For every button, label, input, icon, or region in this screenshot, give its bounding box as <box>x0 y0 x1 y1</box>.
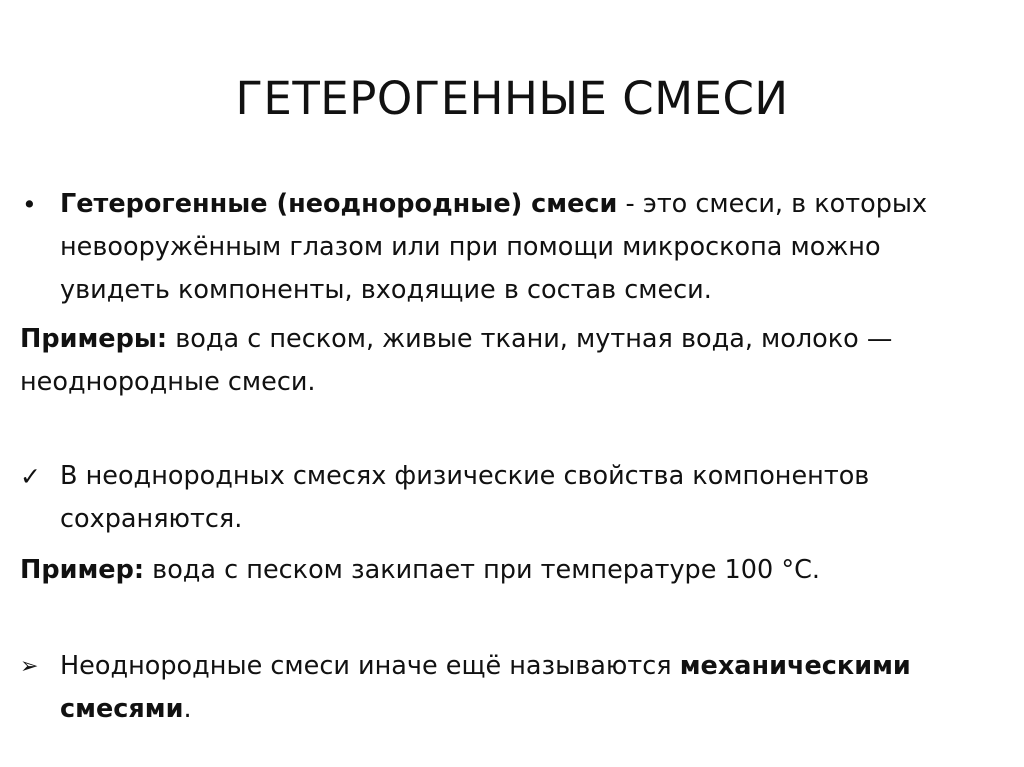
examples-label: Примеры: <box>20 324 168 354</box>
examples-line-1 <box>20 318 980 361</box>
property-line-1: В неоднородных смесях физические свойства компонентов <box>60 461 870 491</box>
checkmark-icon: ✓ <box>20 462 41 491</box>
definition-text-1: - это смеси, в которых <box>617 189 928 219</box>
example-text: вода с песком закипает при температуре 100 °C. <box>144 555 820 585</box>
alias-line-1 <box>60 645 990 688</box>
property-line-2: сохраняются. <box>60 504 243 534</box>
alias-text-before: Неоднородные смеси иначе ещё называются <box>60 651 680 681</box>
definition-paragraph <box>60 183 990 312</box>
examples-text-1: вода с песком, живые ткани, мутная вода, молоко — <box>167 324 893 354</box>
example-paragraph <box>20 549 980 592</box>
definition-line-1 <box>60 183 990 226</box>
examples-line-2: неоднородные смеси. <box>20 367 316 397</box>
arrow-bullet-icon: ➢ <box>20 654 39 679</box>
definition-term: Гетерогенные (неоднородные) смеси <box>60 189 618 219</box>
definition-line-2: невооружённым глазом или при помощи микроскопа можно <box>60 232 881 262</box>
example-label: Пример: <box>20 555 145 585</box>
bullet-dot-icon: • <box>22 190 37 219</box>
definition-line-3: увидеть компоненты, входящие в состав смеси. <box>60 275 712 305</box>
slide-title: ГЕТЕРОГЕННЫЕ СМЕСИ <box>235 72 789 125</box>
examples-paragraph <box>20 318 980 404</box>
property-paragraph <box>60 455 990 541</box>
alias-text-after: . <box>183 694 192 724</box>
alias-term-2: смесями <box>60 694 184 724</box>
alias-line-2 <box>60 688 990 731</box>
alias-paragraph <box>60 645 990 731</box>
alias-term-1: механическими <box>679 651 911 681</box>
